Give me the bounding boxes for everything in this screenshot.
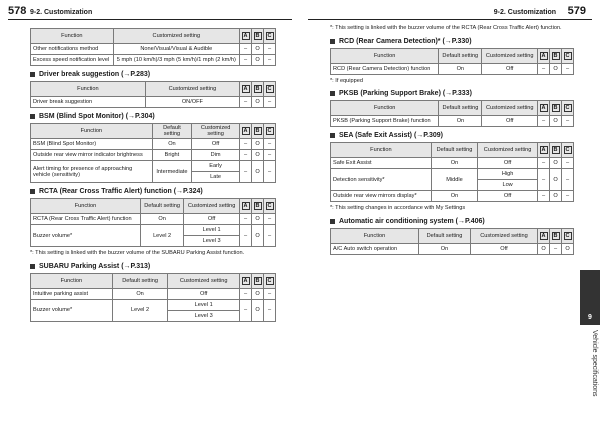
bsm-heading: BSM (Blind Spot Monitor) (→P.304)	[30, 113, 276, 120]
table-row: Buzzer volume* Level 2 Level 1 – O –	[31, 299, 276, 310]
rcta-table: Function Default setting Customized setting A B C RCTA (Rear Cross Traffic Alert) function On Off – O – Buzzer volume* Level 2 Level 1 – O – Level 3	[30, 198, 276, 247]
table-row: A/C Auto switch operation On Off O – O	[331, 243, 574, 254]
table-row: RCTA (Rear Cross Traffic Alert) function On Off – O –	[31, 214, 276, 225]
ac-table: Function Default setting Customized setting A B C A/C Auto switch operation On Off O – O	[330, 228, 574, 255]
driver-break-table: Function Customized setting A B C Driver break suggestion ON/OFF – O –	[30, 81, 276, 108]
right-section-title: 9-2. Customization	[493, 9, 556, 16]
table-row: Buzzer volume* Level 2 Level 1 – O –	[31, 225, 276, 236]
rcta-heading: RCTA (Rear Cross Traffic Alert) function (→P.324)	[30, 188, 276, 195]
chapter-tab: 9	[580, 310, 600, 325]
ac-heading: Automatic air conditioning system (→P.406)	[330, 218, 574, 225]
left-page-header	[8, 4, 292, 20]
table-row: Intuitive parking assist On Off – O –	[31, 288, 276, 299]
bsm-table: Function Default setting Customized setting A B C BSM (Blind Spot Monitor) On Off – O – Outside rear view mirror indicator brightness Bright Dim – O – Alert timing for presence of approaching vehicle (sensitivity) Intermediate Early – O – Late	[30, 123, 276, 183]
table-row: PKSB (Parking Support Brake) function On Off – O –	[331, 116, 574, 127]
sea-table: Function Default setting Customized setting A B C Safe Exit Assist On Off – O – Detection sensitivity* Middle High – O – Low Outside rear view mirrors display* On Off – O –	[330, 142, 574, 202]
chapter-label: Vehicle specifications	[591, 330, 598, 397]
table-row: Alert timing for presence of approaching vehicle (sensitivity) Intermediate Early – O –	[31, 161, 276, 172]
table-row: Other notifications method None/Visual/Visual & Audible – O –	[31, 44, 276, 55]
pksb-table: Function Default setting Customized setting A B C PKSB (Parking Support Brake) function On Off – O –	[330, 100, 574, 127]
rcd-footnote: *: If equipped	[330, 77, 363, 84]
col-b: B	[254, 32, 262, 40]
table-row: BSM (Blind Spot Monitor) On Off – O –	[31, 139, 276, 150]
rcta-link-footnote: *: This setting is linked with the buzzer volume of the RCTA (Rear Cross Traffic Alert) function.	[330, 25, 562, 31]
table-row: Late	[31, 172, 276, 183]
table-row: Level 3	[31, 236, 276, 247]
sea-footnote: *: This setting changes in accordance with My Settings	[330, 205, 466, 212]
table-row: Driver break suggestion ON/OFF – O –	[31, 97, 276, 108]
subaru-parking-table: Function Default setting Customized setting A B C Intuitive parking assist On Off – O – Buzzer volume* Level 2 Level 1 – O – Level 3	[30, 273, 276, 322]
table-row: Safe Exit Assist On Off – O –	[331, 158, 574, 169]
driver-break-heading: Driver break suggestion (→P.283)	[30, 71, 276, 78]
left-page-number: 578	[8, 5, 27, 17]
table-row: Outside rear view mirror indicator brightness Bright Dim – O –	[31, 150, 276, 161]
table-row: Level 3	[31, 310, 276, 321]
table-row: RCD (Rear Camera Detection) function On Off – O –	[331, 63, 574, 74]
rcta-footnote: *: This setting is linked with the buzzer volume of the SUBARU Parking Assist function.	[30, 250, 245, 256]
col-function: Function	[31, 29, 114, 44]
right-page-header	[308, 4, 592, 20]
pksb-heading: PKSB (Parking Support Brake) (→P.333)	[330, 90, 574, 97]
rcd-table: Function Default setting Customized setting A B C RCD (Rear Camera Detection) function On Off – O –	[330, 48, 574, 75]
subaru-parking-heading: SUBARU Parking Assist (→P.313)	[30, 263, 276, 270]
table-row: Outside rear view mirrors display* On Off – O –	[331, 191, 574, 202]
chapter-sidebar	[580, 270, 600, 310]
right-page-number: 579	[567, 5, 586, 17]
col-a: A	[242, 32, 250, 40]
sea-heading: SEA (Safe Exit Assist) (→P.309)	[330, 132, 574, 139]
left-section-title: 9-2. Customization	[30, 9, 93, 16]
notification-table	[30, 28, 276, 66]
col-customized: Customized setting	[113, 29, 239, 44]
right-column	[330, 22, 574, 255]
col-c: C	[266, 32, 274, 40]
rcd-heading: RCD (Rear Camera Detection)* (→P.330)	[330, 38, 574, 45]
table-row: Excess speed notification level 5 mph (10 km/h)/3 mph (5 km/h)/1 mph (2 km/h) – O –	[31, 55, 276, 66]
left-column	[30, 28, 276, 322]
table-row: Low	[331, 180, 574, 191]
table-row: Detection sensitivity* Middle High – O –	[331, 169, 574, 180]
